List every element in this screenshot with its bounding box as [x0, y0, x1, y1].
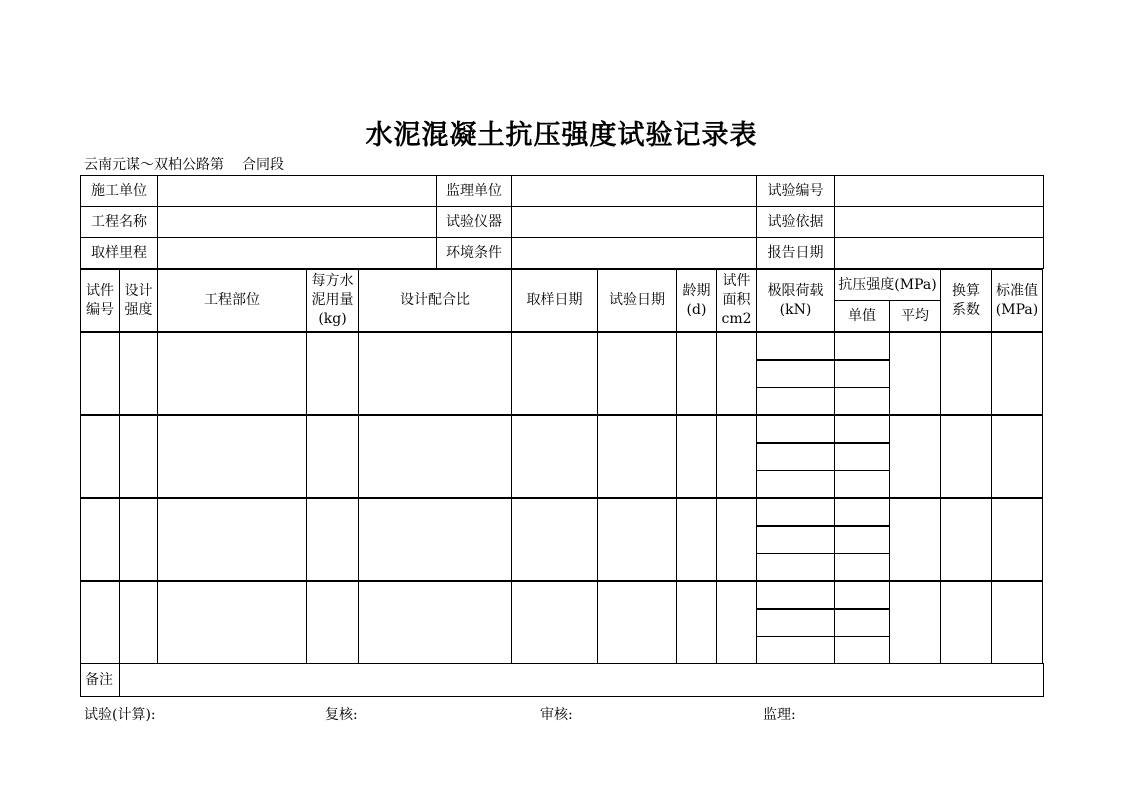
conversion-factor-header: 换算 系数 — [941, 270, 992, 333]
location-cell[interactable] — [158, 581, 307, 664]
standard-value-header: 标准值 (MPa) — [992, 270, 1043, 333]
single-strength-cell[interactable] — [835, 388, 890, 416]
test-date-header: 试验日期 — [598, 270, 677, 333]
design-strength-cell[interactable] — [120, 415, 158, 498]
ultimate-load-cell[interactable] — [757, 415, 835, 443]
ultimate-load-cell[interactable] — [757, 609, 835, 637]
conversion-factor-cell[interactable] — [941, 498, 992, 581]
age-cell[interactable] — [677, 415, 717, 498]
specimen-no-cell[interactable] — [81, 498, 120, 581]
ultimate-load-cell[interactable] — [757, 581, 835, 609]
ultimate-load-cell[interactable] — [757, 443, 835, 471]
location-cell[interactable] — [158, 498, 307, 581]
sampling-date-cell[interactable] — [512, 581, 598, 664]
ultimate-load-cell[interactable] — [757, 554, 835, 582]
average-header: 平均 — [890, 301, 941, 333]
construction-unit-label: 施工单位 — [81, 176, 158, 207]
average-strength-cell[interactable] — [890, 332, 941, 415]
age-header: 龄期 (d) — [677, 270, 717, 333]
age-cell[interactable] — [677, 581, 717, 664]
info-table — [80, 175, 1044, 269]
ultimate-load-cell[interactable] — [757, 498, 835, 526]
sampling-chainage-label: 取样里程 — [81, 238, 158, 269]
sampling-date-cell[interactable] — [512, 498, 598, 581]
test-date-cell[interactable] — [598, 332, 677, 415]
project-name-label: 工程名称 — [81, 207, 158, 238]
area-cell[interactable] — [717, 498, 757, 581]
single-strength-cell[interactable] — [835, 554, 890, 582]
specimen-no-cell[interactable] — [81, 581, 120, 664]
sampling-date-header: 取样日期 — [512, 270, 598, 333]
contract-section-label: 合同段 — [242, 157, 284, 173]
report-date-label: 报告日期 — [757, 238, 835, 269]
location-cell[interactable] — [158, 332, 307, 415]
mix-ratio-header: 设计配合比 — [359, 270, 512, 333]
design-strength-cell[interactable] — [120, 581, 158, 664]
environment-label: 环境条件 — [437, 238, 512, 269]
header-row — [81, 270, 1043, 301]
single-strength-cell[interactable] — [835, 637, 890, 664]
test-number-label: 试验编号 — [757, 176, 835, 207]
average-strength-cell[interactable] — [890, 498, 941, 581]
average-strength-cell[interactable] — [890, 581, 941, 664]
conversion-factor-cell[interactable] — [941, 581, 992, 664]
area-cell[interactable] — [717, 581, 757, 664]
single-strength-cell[interactable] — [835, 443, 890, 471]
area-cell[interactable] — [717, 332, 757, 415]
sampling-date-cell[interactable] — [512, 332, 598, 415]
auditor-signature-label: 审核: — [540, 707, 573, 723]
remark-row — [81, 664, 1044, 697]
test-date-cell[interactable] — [598, 581, 677, 664]
specimen-no-cell[interactable] — [81, 332, 120, 415]
average-strength-cell[interactable] — [890, 415, 941, 498]
ultimate-load-cell[interactable] — [757, 637, 835, 664]
report-date-field[interactable] — [835, 238, 1044, 269]
construction-unit-field[interactable] — [158, 176, 437, 207]
single-strength-cell[interactable] — [835, 526, 890, 554]
test-date-cell[interactable] — [598, 498, 677, 581]
info-row — [81, 238, 1044, 269]
design-strength-header: 设计 强度 — [120, 270, 158, 333]
specimen-row — [81, 581, 1043, 609]
standard-value-cell[interactable] — [992, 332, 1043, 415]
tester-signature-label: 试验(计算): — [84, 707, 156, 723]
test-basis-label: 试验依据 — [757, 207, 835, 238]
area-header: 试件 面积 cm2 — [717, 270, 757, 333]
cement-cell[interactable] — [307, 581, 359, 664]
supervision-unit-label: 监理单位 — [437, 176, 512, 207]
age-cell[interactable] — [677, 498, 717, 581]
single-value-header: 单值 — [835, 301, 890, 333]
mix-ratio-cell[interactable] — [359, 581, 512, 664]
project-name-field[interactable] — [158, 207, 437, 238]
page-title: 水泥混凝土抗压强度试验记录表 — [365, 120, 758, 151]
ultimate-load-header: 极限荷载 (kN) — [757, 270, 835, 333]
location-cell[interactable] — [158, 415, 307, 498]
test-basis-field[interactable] — [835, 207, 1044, 238]
age-cell[interactable] — [677, 332, 717, 415]
specimen-row — [81, 498, 1043, 526]
single-strength-cell[interactable] — [835, 332, 890, 360]
cement-cell[interactable] — [307, 332, 359, 415]
cement-per-m3-header: 每方水 泥用量 (kg) — [307, 270, 359, 333]
test-instrument-field[interactable] — [512, 207, 757, 238]
remark-field[interactable] — [120, 664, 1044, 697]
specimen-row — [81, 332, 1043, 360]
test-instrument-label: 试验仪器 — [437, 207, 512, 238]
sampling-chainage-field[interactable] — [158, 238, 437, 269]
design-strength-cell[interactable] — [120, 498, 158, 581]
mix-ratio-cell[interactable] — [359, 498, 512, 581]
specimen-no-header: 试件 编号 — [81, 270, 120, 333]
single-strength-cell[interactable] — [835, 471, 890, 499]
single-strength-cell[interactable] — [835, 415, 890, 443]
environment-field[interactable] — [512, 238, 757, 269]
single-strength-cell[interactable] — [835, 498, 890, 526]
location-header: 工程部位 — [158, 270, 307, 333]
single-strength-cell[interactable] — [835, 360, 890, 388]
design-strength-cell[interactable] — [120, 332, 158, 415]
test-record-table — [80, 269, 1043, 664]
specimen-row — [81, 415, 1043, 443]
supervision-unit-field[interactable] — [512, 176, 757, 207]
test-number-field[interactable] — [835, 176, 1044, 207]
standard-value-cell[interactable] — [992, 498, 1043, 581]
project-road-label: 云南元谋～双柏公路第 — [84, 157, 224, 173]
cement-cell[interactable] — [307, 498, 359, 581]
test-date-cell[interactable] — [598, 415, 677, 498]
specimen-no-cell[interactable] — [81, 415, 120, 498]
info-row — [81, 176, 1044, 207]
ultimate-load-cell[interactable] — [757, 388, 835, 416]
contract-section-line — [84, 154, 284, 174]
remark-table — [80, 663, 1044, 697]
compressive-strength-header: 抗压强度(MPa) — [835, 270, 941, 301]
single-strength-cell[interactable] — [835, 581, 890, 609]
single-strength-cell[interactable] — [835, 609, 890, 637]
area-cell[interactable] — [717, 415, 757, 498]
ultimate-load-cell[interactable] — [757, 471, 835, 499]
cement-cell[interactable] — [307, 415, 359, 498]
ultimate-load-cell[interactable] — [757, 526, 835, 554]
ultimate-load-cell[interactable] — [757, 332, 835, 360]
remark-label: 备注 — [81, 664, 120, 697]
conversion-factor-cell[interactable] — [941, 332, 992, 415]
reviewer-signature-label: 复核: — [325, 707, 358, 723]
conversion-factor-cell[interactable] — [941, 415, 992, 498]
mix-ratio-cell[interactable] — [359, 332, 512, 415]
sampling-date-cell[interactable] — [512, 415, 598, 498]
mix-ratio-cell[interactable] — [359, 415, 512, 498]
info-row — [81, 207, 1044, 238]
ultimate-load-cell[interactable] — [757, 360, 835, 388]
supervisor-signature-label: 监理: — [763, 707, 796, 723]
standard-value-cell[interactable] — [992, 415, 1043, 498]
standard-value-cell[interactable] — [992, 581, 1043, 664]
